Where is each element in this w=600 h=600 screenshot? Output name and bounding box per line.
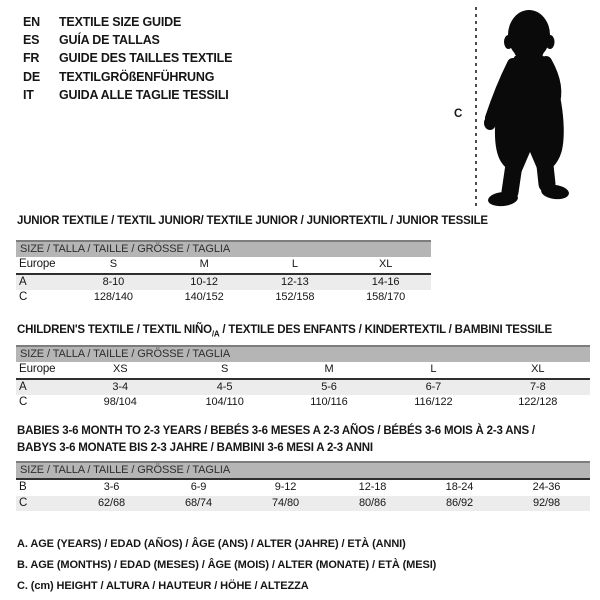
language-code: IT [23, 87, 34, 102]
language-title: GUIDA ALLE TAGLIE TESSILI [59, 87, 229, 102]
title-part: / TEXTILE DES ENFANTS / KINDERTEXTIL / BAMBINI TESSILE [219, 324, 552, 336]
table-row-c [16, 395, 590, 411]
value-cell: 8-10 [102, 275, 125, 288]
value-cell: 86/92 [445, 496, 474, 509]
size-header-bar: SIZE / TALLA / TAILLE / GRÖSSE / TAGLIA [16, 240, 431, 257]
language-row [23, 13, 232, 31]
language-code: EN [23, 15, 40, 29]
value-cell: 3-4 [112, 380, 128, 393]
size-header-bar: SIZE / TALLA / TAILLE / GRÖSSE / TAGLIA [16, 461, 590, 478]
value-cell: 92/98 [532, 496, 561, 509]
size-cell: XL [378, 258, 393, 270]
legend-item-c: C. (cm) HEIGHT / ALTURA / HAUTEUR / HÖHE / ALTEZZA [17, 580, 309, 592]
value-cell: 6-9 [190, 481, 207, 493]
table-title: JUNIOR TEXTILE / TEXTIL JUNIOR/ TEXTILE JUNIOR / JUNIORTEXTIL / JUNIOR TESSILE [17, 215, 488, 227]
row-label: C [19, 291, 28, 303]
value-cell: 62/68 [97, 496, 126, 509]
value-cell: 158/170 [366, 291, 406, 303]
language-code: ES [23, 33, 40, 48]
size-cell: M [324, 363, 334, 375]
value-cell: 140/152 [184, 291, 224, 303]
title-part: CHILDREN'S TEXTILE / TEXTIL NIÑO [17, 324, 212, 336]
value-cell: 128/140 [93, 291, 133, 303]
height-dotted-line [475, 7, 477, 207]
value-cell: 12-18 [358, 481, 387, 493]
value-cell: 5-6 [321, 380, 337, 393]
value-cell: 80/86 [358, 496, 387, 509]
value-cell: 122/128 [518, 396, 558, 408]
value-cell: 104/110 [205, 396, 244, 408]
language-row [23, 86, 232, 104]
value-cell: 10-12 [190, 275, 218, 288]
table-title [17, 323, 552, 341]
value-cell: 74/80 [271, 496, 300, 509]
table-title [17, 423, 535, 457]
value-cell: 110/116 [310, 396, 348, 408]
table-row-a [16, 378, 590, 396]
table-row-c [16, 290, 431, 306]
legend-item-a: A. AGE (YEARS) / EDAD (AÑOS) / ÂGE (ANS) / ALTER (JAHRE) / ETÀ (ANNI) [17, 538, 406, 550]
size-cell: L [291, 258, 298, 270]
size-cell: S [220, 363, 229, 375]
language-row [23, 31, 232, 49]
language-code: FR [23, 51, 40, 66]
toddler-silhouette-icon [482, 6, 582, 210]
size-header-bar: SIZE / TALLA / TAILLE / GRÖSSE / TAGLIA [16, 345, 590, 362]
size-cell: XS [112, 363, 128, 375]
language-title-list [23, 13, 232, 104]
babies-textile-table [16, 423, 590, 513]
value-cell: 9-12 [274, 481, 297, 493]
value-cell: 18-24 [445, 481, 474, 493]
value-cell: 68/74 [184, 496, 213, 509]
childrens-textile-table [16, 323, 590, 413]
value-cell: 152/158 [275, 291, 315, 303]
size-cell: M [199, 258, 209, 270]
language-title: TEXTILE SIZE GUIDE [59, 15, 182, 29]
value-cell: 7-8 [529, 380, 546, 393]
value-cell: 24-36 [532, 481, 561, 493]
language-title: GUÍA DE TALLAS [59, 33, 160, 48]
title-line: BABIES 3-6 MONTH TO 2-3 YEARS / BEBÉS 3-6 MESES A 2-3 AÑOS / BÉBÉS 3-6 MOIS À 2-3 ANS / [17, 425, 535, 437]
row-label: C [19, 396, 28, 408]
table-row-europe [16, 257, 431, 273]
title-line: BABYS 3-6 MONATE BIS 2-3 JAHRE / BAMBINI 3-6 MESI A 2-3 ANNI [17, 442, 373, 454]
row-label: Europe [19, 363, 56, 375]
value-cell: 6-7 [425, 380, 442, 393]
language-code: DE [23, 69, 40, 84]
row-label: B [19, 481, 27, 493]
table-row-b [16, 478, 590, 496]
size-cell: XL [531, 363, 545, 375]
value-cell: 4-5 [216, 380, 233, 393]
language-row [23, 68, 232, 86]
measurement-legend [17, 534, 436, 597]
row-label: Europe [19, 258, 56, 270]
row-label: C [19, 496, 28, 509]
value-cell: 12-13 [281, 275, 309, 288]
row-label: A [19, 275, 27, 288]
title-subscript: /A [211, 329, 220, 339]
height-measure-label: C [454, 108, 463, 120]
legend-item-b: B. AGE (MONTHS) / EDAD (MESES) / ÂGE (MOIS) / ALTER (MONATE) / ETÀ (MESI) [17, 559, 437, 571]
size-cell: S [109, 258, 117, 270]
junior-textile-table [16, 214, 488, 309]
value-cell: 14-16 [371, 275, 400, 288]
value-cell: 98/104 [103, 396, 137, 408]
language-title: GUIDE DES TAILLES TEXTILE [59, 51, 233, 66]
table-row-a [16, 273, 431, 291]
table-row-europe [16, 362, 590, 378]
table-row-c [16, 496, 590, 512]
language-title: TEXTILGRÖßENFÜHRUNG [59, 69, 215, 84]
size-cell: L [430, 363, 437, 375]
language-row [23, 49, 232, 67]
value-cell: 116/122 [414, 396, 453, 408]
value-cell: 3-6 [103, 481, 120, 493]
row-label: A [19, 380, 27, 393]
